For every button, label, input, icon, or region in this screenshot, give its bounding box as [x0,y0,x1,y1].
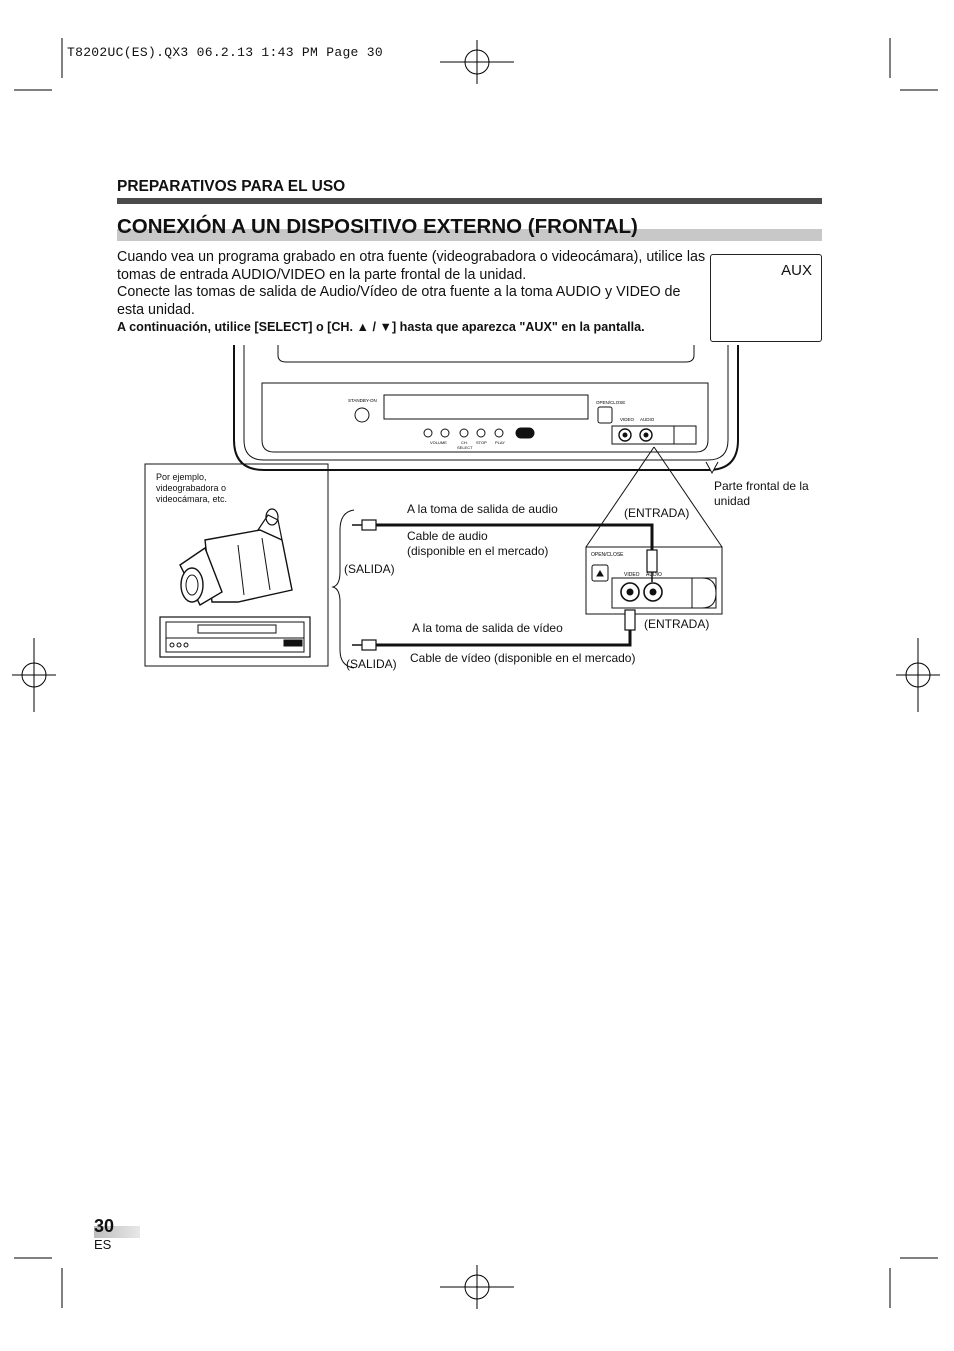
video-cable-label: Cable de vídeo (disponible en el mercado) [410,651,636,665]
tv-standby-label: STANDBY-ON [348,398,377,403]
example-device-label: Por ejemplo, videograbadora o videocámara, etc. [156,472,228,504]
audio-out-label: A la toma de salida de audio [407,502,558,516]
zoom-open-close-label: OPEN/CLOSE [591,552,624,558]
page-language: ES [94,1237,112,1252]
video-out-label: A la toma de salida de vídeo [412,621,563,635]
connect-paragraph: Conecte las tomas de salida de Audio/Vídeo de otra fuente a la toma AUDIO y VIDEO de esta unidad. [117,284,681,318]
audio-cable-label-2: (disponible en el mercado) [407,544,549,558]
audio-cable-label-1: Cable de audio [407,529,488,543]
vcr-icon [160,617,310,657]
zoom-callout [586,447,722,614]
page-title: CONEXIÓN A UN DISPOSITIVO EXTERNO (FRONTAL) [117,215,638,238]
input-label-top: (ENTRADA) [624,506,690,520]
tv-select-label: SELECT [457,445,473,450]
aux-label: AUX [781,262,812,279]
section-title: PREPARATIVOS PARA EL USO [117,178,346,195]
front-panel-label: Parte frontal de la unidad [714,479,809,508]
source-brace [333,510,354,668]
select-instruction: A continuación, utilice [SELECT] o [CH. ▲ / ▼] hasta que aparezca "AUX" en la pantalla. [117,320,645,335]
tv-play-label: PLAY [495,440,505,445]
page-number: 30 [94,1216,115,1236]
tv-video-label: VIDEO [620,417,635,422]
zoom-video-label: VIDEO [624,572,640,578]
tv-front [234,345,738,473]
intro-paragraph: Cuando vea un programa grabado en otra fuente (videograbadora o videocámara), utilice las tomas de entrada AUDIO/VIDEO en la parte frontal de la unidad. [117,249,706,283]
tv-open-close-label: OPEN/CLOSE [596,400,626,405]
zoom-audio-label: AUDIO [646,572,662,578]
output-label-bottom: (SALIDA) [346,657,397,671]
tv-ch-label: CH. [461,440,468,445]
output-label-top: (SALIDA) [344,562,395,576]
camcorder-icon [180,509,292,605]
tv-stop-label: STOP [476,440,487,445]
tv-volume-label: VOLUME [430,440,447,445]
print-slug: T8202UC(ES).QX3 06.2.13 1:43 PM Page 30 [67,45,383,60]
tv-audio-label: AUDIO [640,417,655,422]
input-label-bottom: (ENTRADA) [644,617,710,631]
